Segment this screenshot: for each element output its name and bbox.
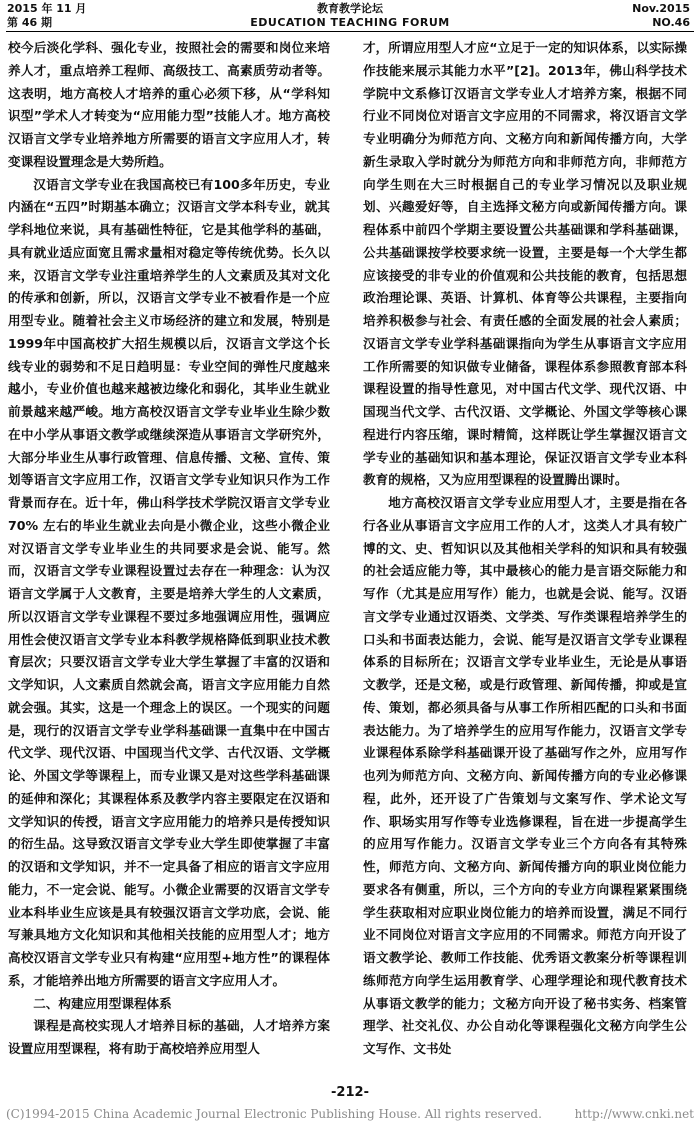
body-paragraph: 课程是高校实现人才培养目标的基础，人才培养方案设置应用型课程，将有助于高校培养应用型人 (8, 1018, 330, 1056)
body-paragraph: 校今后淡化学科、强化专业，按照社会的需要和岗位来培养人才，重点培养工程师、高级技工、高素质劳动者等。这表明，地方高校人才培养的重心必须下移，从“学科知识型”学术人才转变为“应用能力型”技能人才。地方高校汉语言文学专业培养地方所需要的语言文字应用人才，转变课程设置理念是大势所趋。 (8, 40, 330, 169)
left-column (8, 37, 330, 1085)
header-issue-cn: 第 46 期 (7, 16, 52, 29)
body-paragraph: 地方高校汉语言文学专业应用型人才，主要是指在各行各业从事语言文字应用工作的人才，这类人才具有较广博的文、史、哲知识以及其他相关学科的知识和具有较强的社会适应能力等，其中最核心的能力是言语交际能力和写作（尤其是应用写作）能力，也就是会说、能写。汉语言文学专业通过汉语类、文学类、写作类课程培养学生的口头和书面表达能力，会说、能写是汉语言文学专业课程体系的目标所在；汉语言文学专业毕业生，无论是从事语文教学，还是文秘，或是行政管理、新闻传播，抑或是宣传、策划，都必须具备与从事工作所相匹配的口头和书面表达能力。为了培养学生的应用写作能力，汉语言文学专业课程体系除学科基础课开设了基础写作之外，应用写作也列为师范方向、文秘方向、新闻传播方向的专业必修课程，此外，还开设了广告策划与文案写作、学术论文写作、职场实用写作等专业选修课程，旨在进一步提高学生的应用写作能力。汉语言文学专业三个方向各有其特殊性，师范方向、文秘方向、新闻传播方向的职业岗位能力要求各有侧重，所以，三个方向的专业方向课程紧紧围绕学生获取相对应职业岗位能力的培养而设置，满足不同行业不同岗位对语言文字应用的不同需求。师范方向开设了语文教学论、教师工作技能、优秀语文教案分析等课程训练师范方向学生运用教育学、心理学理论和现代教育技术从事语文教学的能力；文秘方向开设了秘书实务、档案管理学、社交礼仪、办公自动化等课程强化文秘方向学生公文写作、文书处 (363, 495, 687, 1056)
header-issue-en: NO.46 (652, 16, 690, 29)
page-header (0, 0, 700, 34)
journal-title-en: EDUCATION TEACHING FORUM (250, 16, 450, 29)
source-url: http://www.cnki.net (574, 1107, 694, 1121)
copyright-notice: (C)1994-2015 China Academic Journal Electronic Publishing House. All rights reserved. (6, 1107, 542, 1121)
journal-title-cn: 教育教学论坛 (317, 2, 383, 15)
right-column (363, 37, 687, 1085)
page-number: -212- (331, 1085, 369, 1100)
header-date-cn: 2015 年 11 月 (7, 2, 87, 15)
header-date-en: Nov.2015 (632, 2, 690, 15)
header-rule (6, 31, 694, 32)
page-footer (6, 1107, 694, 1121)
body-paragraph: 汉语言文学专业在我国高校已有100多年历史，专业内涵在“五四”时期基本确立；汉语言文学本科专业，就其学科地位来说，具有基础性特征，它是其他学科的基础，具有就业适应面宽且需求量相对稳定等传统优势。长久以来，汉语言文学专业注重培养学生的人文素质及其对文化的传承和创新，所以，汉语言文学专业不被看作是一个应用型专业。随着社会主义市场经济的建立和发展，特别是1999年中国高校扩大招生规模以后，汉语言文学这个长线专业的弱势和不足日趋明显：专业空间的弹性尺度越来越小，专业价值也越来越被边缘化和弱化，其毕业生就业前景越来越严峻。地方高校汉语言文学专业毕业生除少数在中小学从事语文教学或继续深造从事语言文学研究外，大部分毕业生从事行政管理、信息传播、文秘、宣传、策划等语言文字应用工作，汉语言文学专业知识只作为工作背景而存在。近十年，佛山科学技术学院汉语言文学专业70% 左右的毕业生就业去向是小微企业，这些小微企业对汉语言文学专业毕业生的共同要求是会说、能写。然而，汉语言文学专业课程设置过去存在一种理念：认为汉语言文学属于人文教育，主要是培养大学生的人文素质，所以汉语言文学专业课程不要过多地强调应用性，强调应用性会使汉语言文学专业本科教学规格降低到职业技术教育层次；只要汉语言文学专业大学生掌握了丰富的汉语和文学知识，人文素质自然就会高，语言文字应用能力自然就会强。其实，这是一个理念上的误区。一个现实的问题是，现行的汉语言文学专业学科基础课一直集中在中国古代文学、现代汉语、中国现当代文学、古代汉语、文学概论、外国文学等课程上，而专业课又是对这些学科基础课的延伸和深化；其课程体系及教学内容主要限定在汉语和文学知识的传授，语言文字应用能力的培养只是传授知识的衍生品。这导致汉语言文学专业大学生即使掌握了丰富的汉语和文学知识，并不一定具备了相应的语言文字应用能力，不一定会说、能写。小微企业需要的汉语言文学专业本科毕业生应该是具有较强汉语言文学功底，会说、能写兼具地方文化知识和其他相关技能的应用型人才；地方高校汉语言文学专业只有构建“应用型+地方性”的课程体系，才能培养出地方所需要的语言文字应用人才。 (8, 176, 330, 988)
body-paragraph: 才，所谓应用型人才应“立足于一定的知识体系，以实际操作技能来展示其能力水平”[2]。2013年，佛山科学技术学院中文系修订汉语言文学专业人才培养方案，根据不同行业不同岗位对语言文字应用的不同需求，将汉语言文学专业明确分为师范方向、文秘方向和新闻传播方向，大学新生录取入学时就分为师范方向和非师范方向，非师范方向学生则在大三时根据自己的专业学习情况以及职业规划、兴趣爱好等，自主选择文秘方向或新闻传播方向。课程体系中前四个学期主要设置公共基础课和学科基础课，公共基础课按学校要求统一设置，主要是每一个大学生都应该接受的非专业的价值观和公共技能的教育，包括思想政治理论课、英语、计算机、体育等公共课程，主要指向培养积极参与社会、有责任感的全面发展的社会人素质；汉语言文学专业学科基础课指向为学生从事语言文字应用工作所需要的知识做专业储备，课程体系参照教育部本科课程设置的指导性意见，对中国古代文学、现代汉语、中国现当代文学、古代汉语、文学概论、外国文学等核心课程进行内容压缩，课时精简，这样既让学生掌握汉语言文学专业的基础知识和基本理论，保证汉语言文学专业本科教育的规格，又为应用型课程的设置腾出课时。 (363, 40, 687, 488)
body-paragraph: 二、构建应用型课程体系 (33, 995, 172, 1011)
